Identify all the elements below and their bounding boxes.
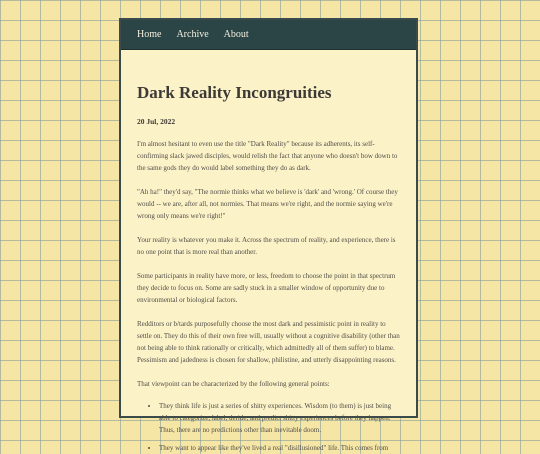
post-paragraph: That viewpoint can be characterized by the following general points: — [137, 379, 330, 388]
nav-home-link[interactable]: Home — [137, 29, 162, 40]
post-paragraph: Your reality is whatever you make it. Across the spectrum of reality, and experience, there is no one point that is more real than another. — [137, 235, 396, 256]
post-paragraph: Redditors or b/tards purposefully choose the most dark and pessimistic point in reality to settle on. They do this of their own free will, usually without a cognitive disability (other than not being able to think rationally or critically, which admittedly all of them suffer) to blame. Pessimism and jadedness is chosen for shallow, philistine, and utterly disappointing reasons. — [137, 319, 400, 364]
post-paragraph: Some participants in reality have more, or less, freedom to choose the point in that spectrum they decide to focus on. Some are sadly stuck in a smaller window of opportunity due to environmental or biological factors. — [137, 271, 396, 304]
post-paragraph: "Ah ha!" they'd say, "The normie thinks what we believe is 'dark' and 'wrong.' Of course they would -- we are, after all, not normies. That means we're right, and the normie saying we're wrong only means we're right!" — [137, 187, 398, 220]
nav-about-link[interactable]: About — [223, 29, 249, 40]
post-card — [119, 18, 418, 452]
list-item: • They want to appear like they've lived a real "disillusioned" life. This comes from — [159, 442, 400, 454]
characteristics-list — [137, 400, 400, 454]
list-item: • They think life is just a series of shitty experiences. Wisdom (to them) is just being able to categorize, label, deride, and predict shitty experiences before they happen. Thus, there are no predictions other than inevitable doom. — [159, 400, 400, 436]
post-paragraph: I'm almost hesitant to even use the title "Dark Reality" because its adherents, its self-confirming slack jawed disciples, would relish the fact that anyone who doesn't bow down to the same gods they do would label something they do as dark. — [137, 139, 398, 172]
post-title: Dark Reality Incongruities — [137, 83, 332, 102]
nav-archive-link[interactable]: Archive — [176, 29, 209, 40]
top-navigation — [121, 20, 416, 50]
post-content — [121, 84, 416, 454]
post-date: 20 Jul, 2022 — [137, 116, 176, 126]
